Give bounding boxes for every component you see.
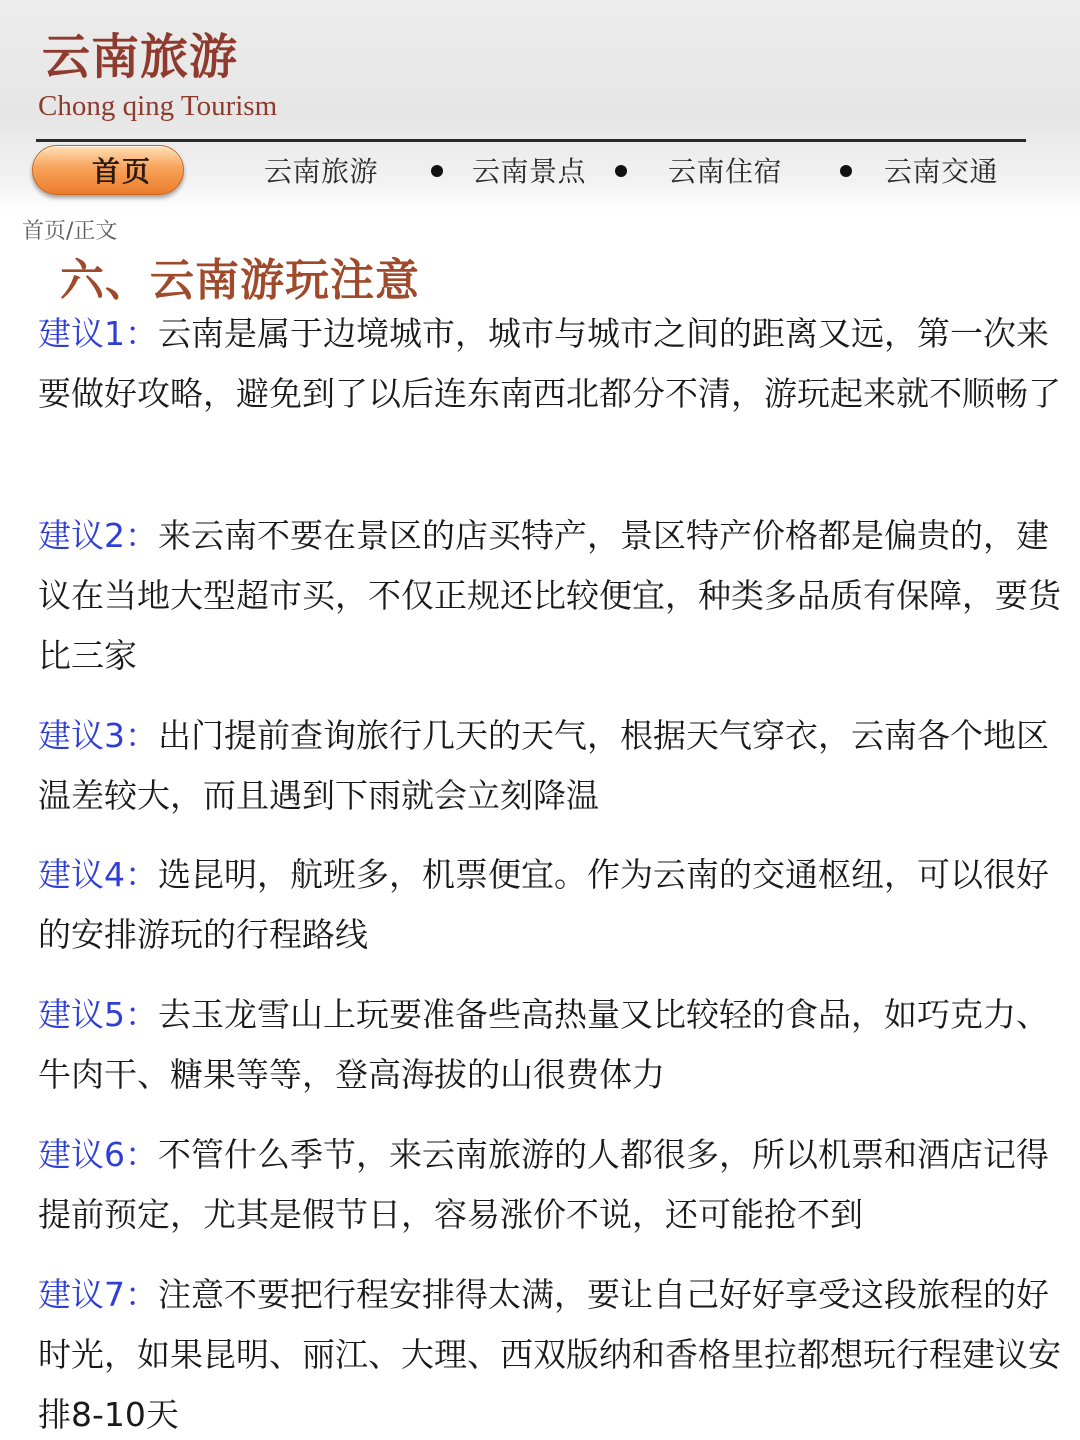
tip-item	[38, 985, 1070, 1105]
tip-item	[38, 1125, 1070, 1245]
tip-label: 建议6：	[38, 1135, 158, 1174]
nav-home-button[interactable]	[32, 145, 184, 195]
tip-text: 选昆明，航班多，机票便宜。作为云南的交通枢纽，可以很好的安排游玩的行程路线	[38, 855, 1049, 954]
tip-text: 不管什么季节，来云南旅游的人都很多，所以机票和酒店记得提前预定，尤其是假节日，容易涨价不说，还可能抢不到	[38, 1135, 1049, 1234]
tip-text: 出门提前查询旅行几天的天气，根据天气穿衣，云南各个地区温差较大，而且遇到下雨就会立刻降温	[38, 716, 1049, 815]
tip-text: 来云南不要在景区的店买特产，景区特产价格都是偏贵的，建议在当地大型超市买，不仅正规还比较便宜，种类多品质有保障，要货比三家	[38, 516, 1061, 675]
tip-text: 去玉龙雪山上玩要准备些高热量又比较轻的食品，如巧克力、牛肉干、糖果等等，登高海拔的山很费体力	[38, 995, 1049, 1094]
site-subtitle: Chong qing Tourism	[38, 90, 278, 122]
nav-item-yunnan-attractions[interactable]: 云南景点	[472, 155, 587, 188]
tip-label: 建议4：	[38, 855, 158, 894]
nav-separator-dot	[431, 165, 443, 177]
tip-label: 建议5：	[38, 995, 158, 1034]
site-title: 云南旅游	[42, 29, 239, 85]
tip-item	[38, 1265, 1070, 1440]
tip-item	[38, 506, 1070, 686]
tip-label: 建议3：	[38, 716, 158, 755]
tip-item	[38, 304, 1070, 424]
tip-text: 注意不要把行程安排得太满，要让自己好好享受这段旅程的好时光，如果昆明、丽江、大理、西双版纳和香格里拉都想玩行程建议安排8-10天	[38, 1275, 1061, 1434]
breadcrumb[interactable]: 首页/正文	[22, 219, 118, 244]
nav-separator-dot	[840, 165, 852, 177]
nav-item-yunnan-transport[interactable]: 云南交通	[884, 155, 999, 188]
tip-label: 建议1：	[38, 314, 158, 353]
nav-separator-dot	[615, 165, 627, 177]
nav-item-yunnan-lodging[interactable]: 云南住宿	[668, 155, 783, 188]
tip-label: 建议2：	[38, 516, 158, 555]
header-divider	[36, 139, 1026, 142]
tip-item	[38, 706, 1070, 826]
tip-item	[38, 845, 1070, 965]
nav-home-label: 首页	[91, 155, 152, 188]
page-title: 六、云南游玩注意	[60, 255, 420, 306]
tip-text: 云南是属于边境城市，城市与城市之间的距离又远，第一次来要做好攻略，避免到了以后连东南西北都分不清，游玩起来就不顺畅了	[38, 314, 1061, 413]
tip-label: 建议7：	[38, 1275, 158, 1314]
nav-item-yunnan-travel[interactable]: 云南旅游	[264, 155, 379, 188]
